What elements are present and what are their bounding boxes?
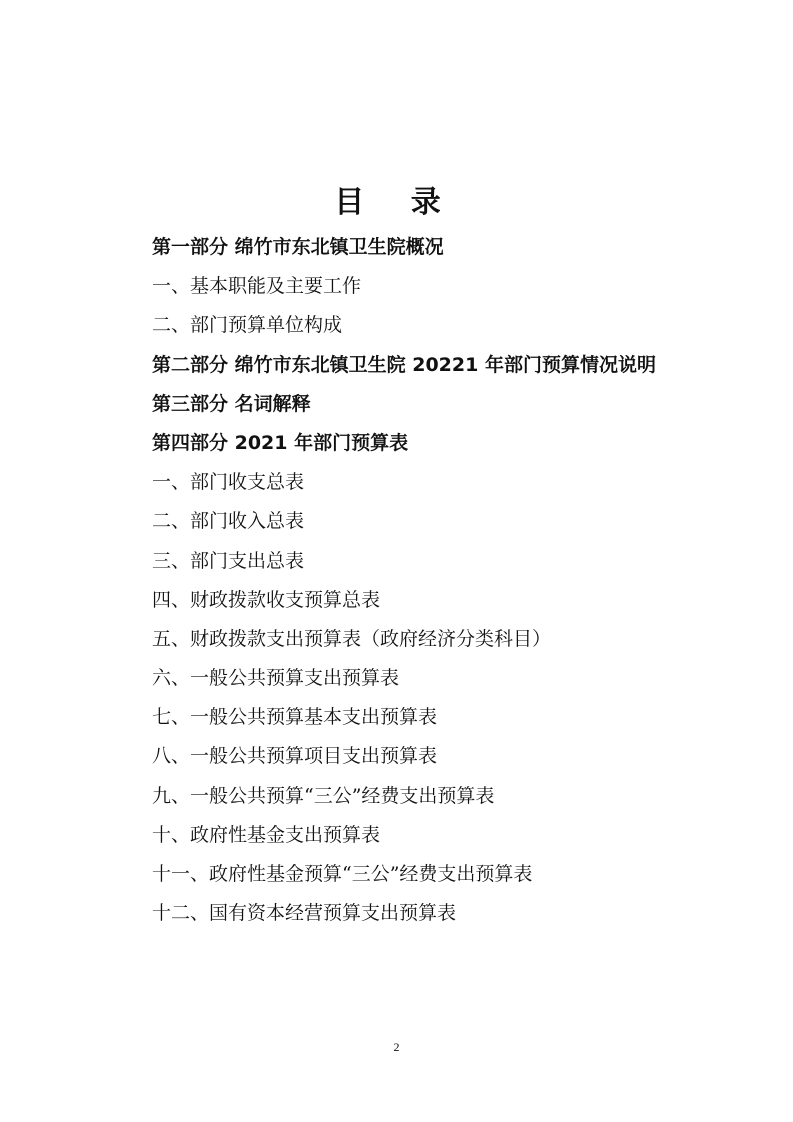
toc-entry: 三、部门支出总表: [152, 549, 305, 572]
toc-entry: 第四部分 2021 年部门预算表: [152, 431, 409, 454]
page-number: 2: [393, 1040, 400, 1054]
toc-entry: 二、部门预算单位构成: [152, 314, 343, 337]
toc-entry: 二、部门收入总表: [152, 510, 305, 533]
table-of-contents: [152, 228, 753, 933]
toc-entry: 十一、政府性基金预算“三公”经费支出预算表: [152, 863, 533, 885]
toc-entry: 一、部门收支总表: [152, 471, 305, 494]
toc-entry: 四、财政拨款收支预算总表: [152, 588, 381, 611]
toc-entry: 十二、国有资本经营预算支出预算表: [152, 902, 457, 925]
toc-entry: 一、基本职能及主要工作: [152, 275, 362, 298]
toc-entry: 五、财政拨款支出预算表（政府经济分类科目）: [152, 627, 552, 650]
toc-entry: 第一部分 绵竹市东北镇卫生院概况: [152, 236, 444, 258]
toc-entry: 六、一般公共预算支出预算表: [152, 667, 400, 690]
toc-entry: 十、政府性基金支出预算表: [152, 823, 381, 846]
toc-entry: 第二部分 绵竹市东北镇卫生院 20221 年部门预算情况说明: [152, 353, 656, 376]
page-title: 目 录: [334, 185, 459, 220]
toc-entry: 八、一般公共预算项目支出预算表: [152, 745, 438, 768]
toc-entry: 七、一般公共预算基本支出预算表: [152, 706, 438, 729]
toc-entry: 第三部分 名词解释: [152, 392, 311, 415]
toc-entry: 九、一般公共预算“三公”经费支出预算表: [152, 784, 495, 807]
